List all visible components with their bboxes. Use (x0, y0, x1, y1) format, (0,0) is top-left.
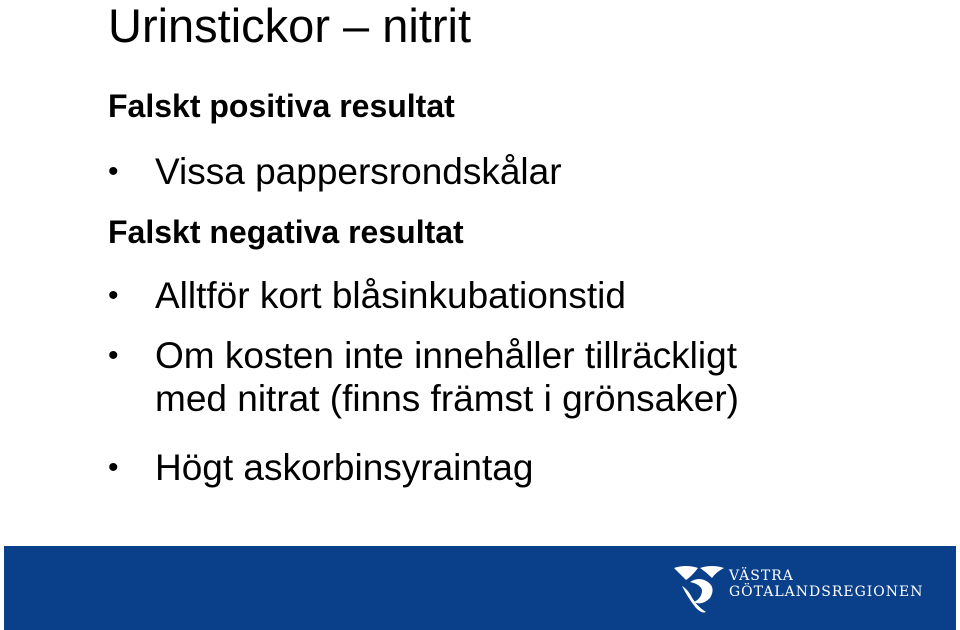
section-heading-false-positive: Falskt positiva resultat (108, 88, 455, 124)
bullet-text (155, 446, 533, 489)
bullet-line: Högt askorbinsyraintag (155, 447, 534, 488)
logo-line-2: GÖTALANDSREGIONEN (729, 584, 924, 600)
vastra-gotalandsregionen-logo-icon (672, 562, 726, 616)
bullet-text (155, 334, 739, 420)
bullet-text (155, 274, 626, 317)
bullet-line: Alltför kort blåsinkubationstid (155, 275, 626, 316)
bullet-text (155, 150, 562, 193)
bullet-line: Om kosten inte innehåller tillräckligt (155, 335, 737, 376)
bullet-icon: • (108, 155, 119, 188)
bullet-line: med nitrat (finns främst i grönsaker) (155, 378, 739, 419)
logo-wordmark (729, 568, 924, 600)
slide-title: Urinstickor – nitrit (108, 0, 472, 52)
bullet-icon: • (108, 451, 119, 484)
section-heading-false-negative: Falskt negativa resultat (108, 214, 464, 250)
bullet-line: Vissa pappersrondskålar (155, 151, 562, 192)
bullet-icon: • (108, 339, 119, 372)
bullet-icon: • (108, 279, 119, 312)
logo-line-1: VÄSTRA (729, 568, 794, 584)
organization-logo (672, 562, 932, 618)
